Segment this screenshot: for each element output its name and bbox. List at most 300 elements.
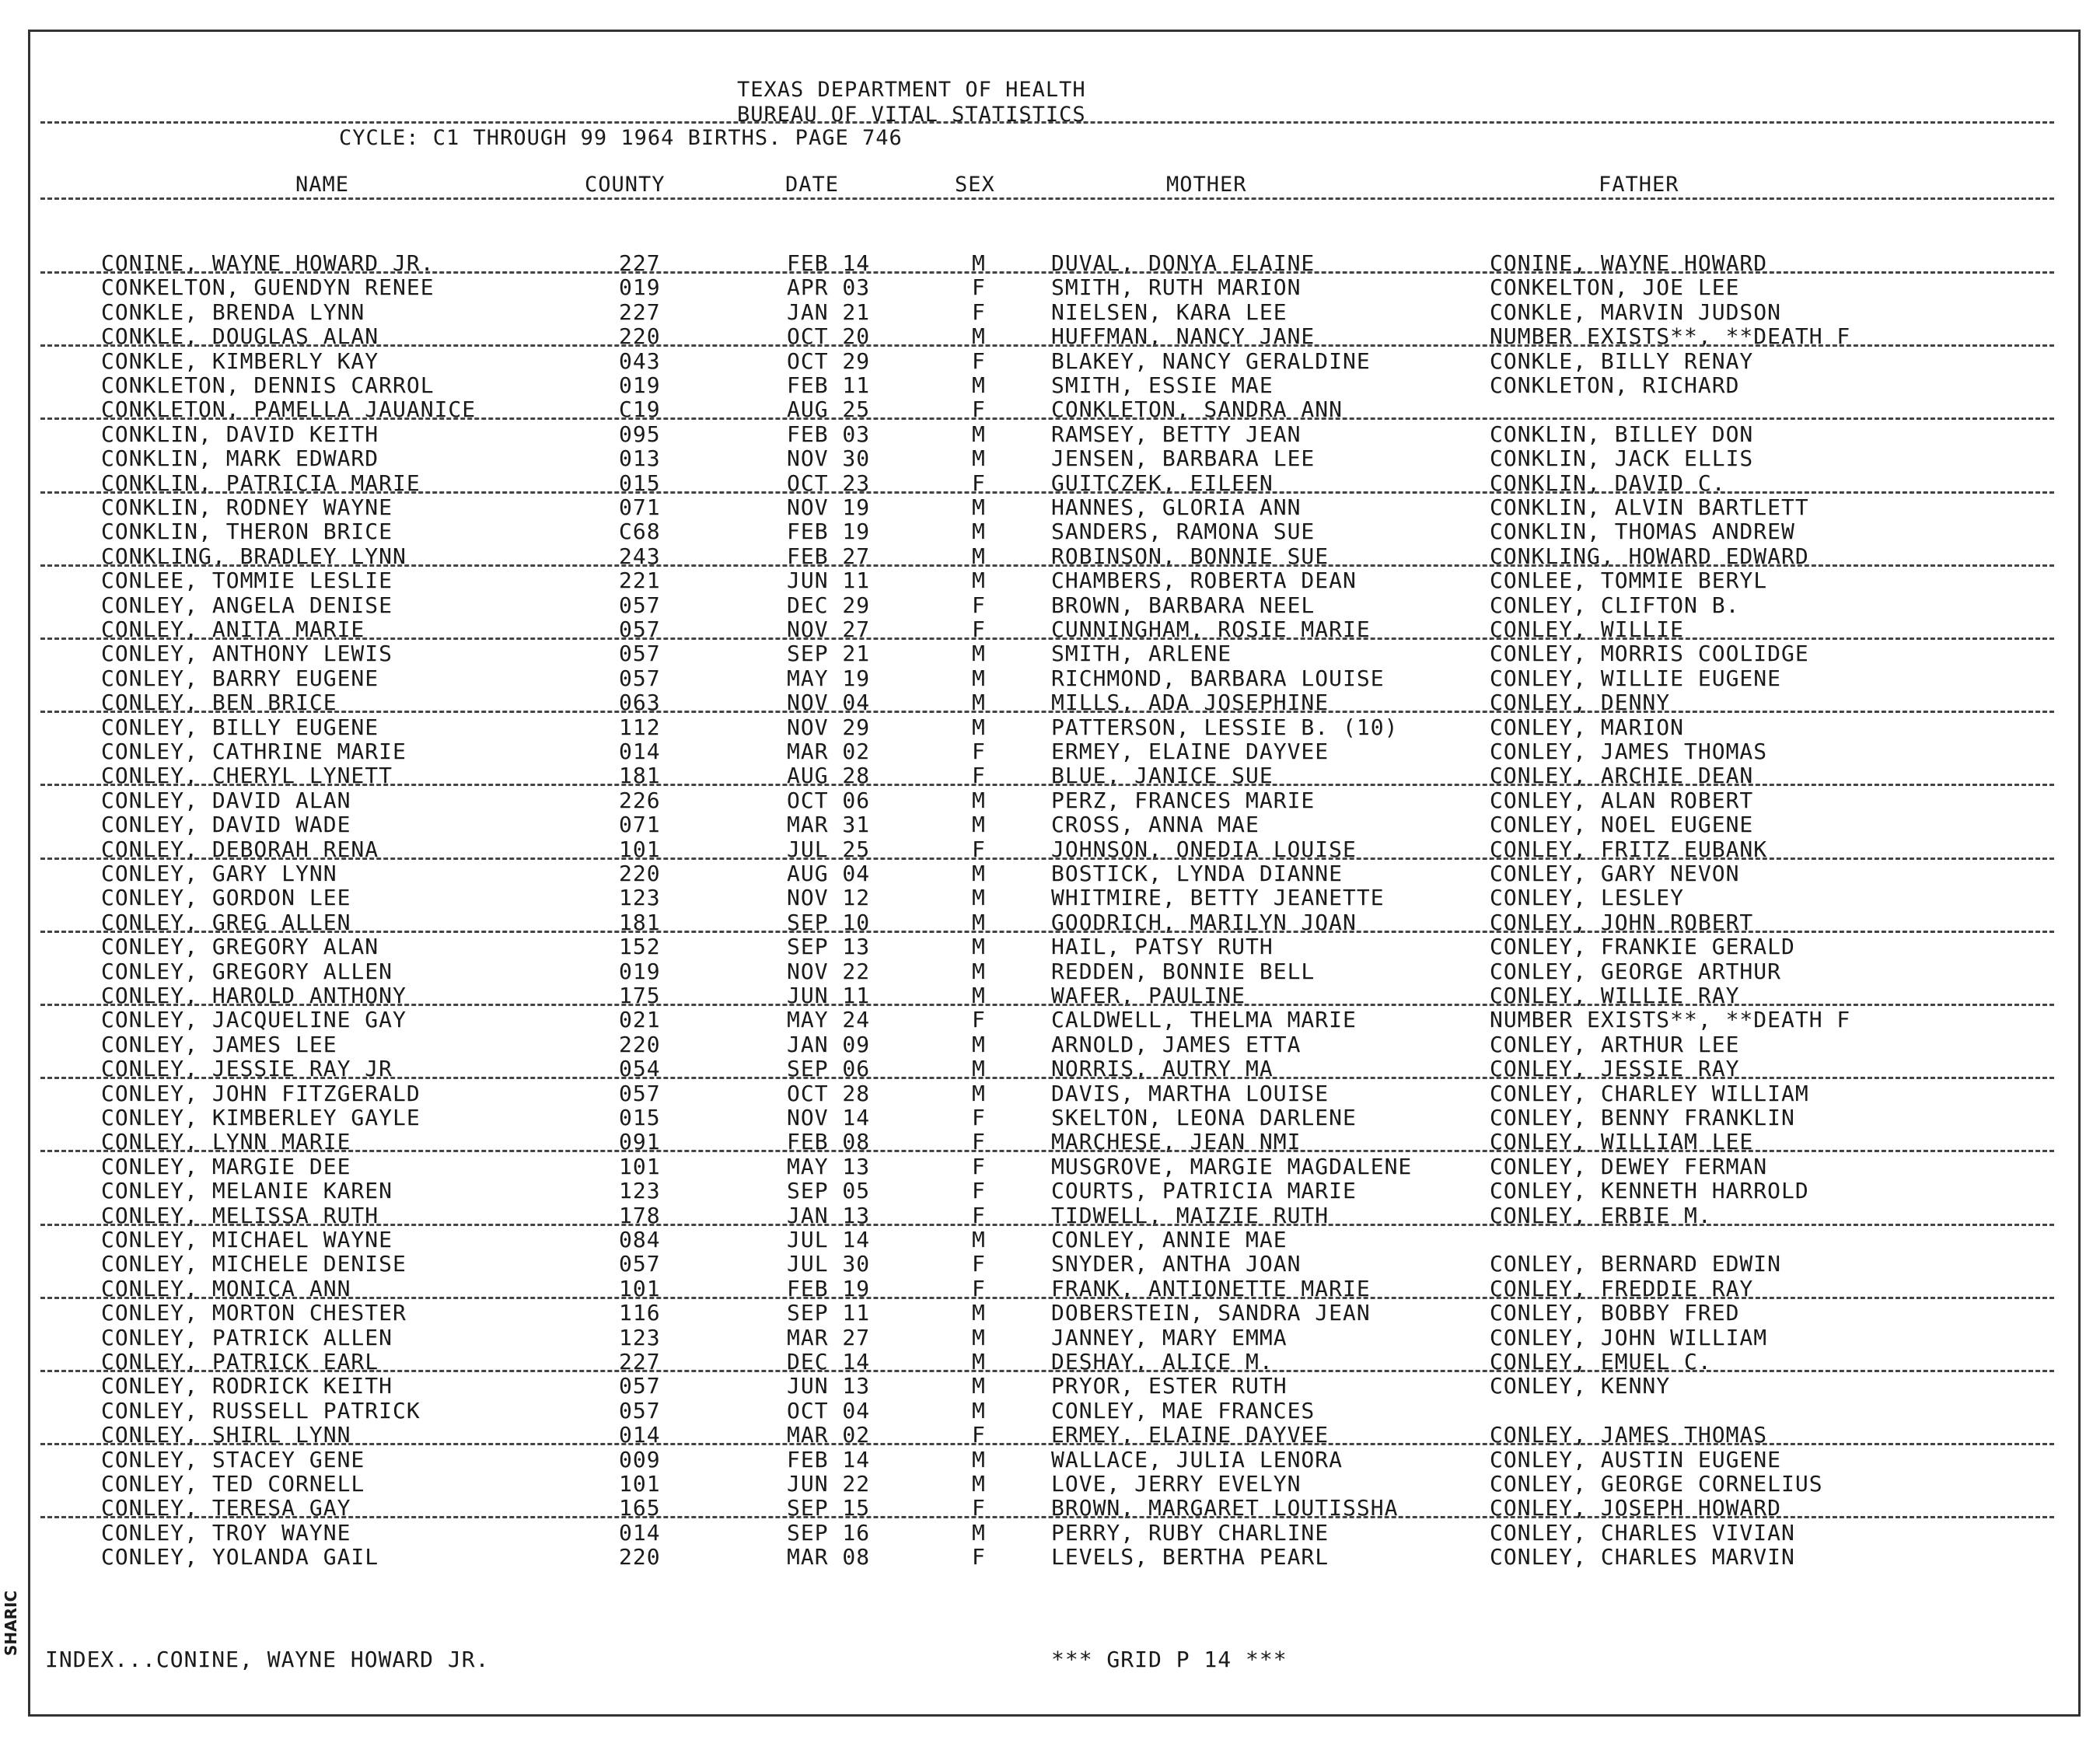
record-name: CONLEY, BARRY EUGENE [101, 665, 379, 691]
record-date: FEB 27 [787, 543, 871, 569]
record-date: JAN 21 [787, 299, 871, 325]
record-name: CONLEY, CATHRINE MARIE [101, 739, 407, 764]
record-mother: HAIL, PATSY RUTH [1051, 934, 1274, 959]
record-row [0, 861, 2100, 885]
record-date: OCT 20 [787, 323, 871, 349]
record-father: CONKLETON, RICHARD [1490, 372, 1740, 398]
record-county: 221 [619, 568, 661, 593]
record-date: FEB 19 [787, 519, 871, 544]
record-county: 071 [619, 812, 661, 837]
record-father: NUMBER EXISTS**, **DEATH F [1490, 323, 1851, 349]
record-name: CONLEY, GREGORY ALLEN [101, 959, 393, 984]
row-separator [40, 344, 2054, 347]
record-mother: MARCHESE, JEAN NMI [1051, 1129, 1302, 1154]
record-county: 015 [619, 1105, 661, 1130]
record-date: MAR 27 [787, 1325, 871, 1350]
record-row [0, 1399, 2100, 1423]
record-row [0, 788, 2100, 812]
row-separator [40, 784, 2054, 786]
record-county: 101 [619, 1471, 661, 1497]
record-date: JUN 11 [787, 568, 871, 593]
record-sex: M [972, 812, 986, 837]
record-county: 009 [619, 1447, 661, 1472]
record-mother: DAVIS, MARTHA LOUISE [1051, 1081, 1330, 1106]
record-name: CONKLING, BRADLEY LYNN [101, 543, 407, 569]
row-separator [40, 1077, 2054, 1079]
record-name: CONLEY, HAROLD ANTHONY [101, 983, 407, 1008]
record-father: CONLEY, MORRIS COOLIDGE [1490, 641, 1809, 666]
record-date: JUN 22 [787, 1471, 871, 1497]
record-row [0, 959, 2100, 983]
record-date: FEB 14 [787, 250, 871, 276]
record-mother: PRYOR, ESTER RUTH [1051, 1373, 1288, 1399]
record-county: 227 [619, 250, 661, 276]
record-name: CONKLE, BRENDA LYNN [101, 299, 365, 325]
record-county: C68 [619, 519, 661, 544]
record-row [0, 1228, 2100, 1252]
record-county: 091 [619, 1129, 661, 1154]
column-header-father: FATHER [1599, 173, 1679, 197]
record-mother: PATTERSON, LESSIE B. (10) [1051, 714, 1399, 740]
record-name: CONLEY, PATRICK EARL [101, 1349, 379, 1375]
record-county: 178 [619, 1203, 661, 1228]
record-sex: F [972, 274, 986, 300]
record-name: CONLEY, CHERYL LYNETT [101, 763, 393, 788]
column-header-county: COUNTY [585, 173, 666, 197]
row-separator [40, 491, 2054, 494]
record-father: CONLEY, GEORGE ARTHUR [1490, 959, 1782, 984]
record-row [0, 641, 2100, 665]
record-mother: ERMEY, ELAINE DAYVEE [1051, 1422, 1330, 1448]
record-county: 152 [619, 934, 661, 959]
record-county: 063 [619, 690, 661, 715]
row-separator [40, 858, 2054, 860]
record-row [0, 1472, 2100, 1496]
record-name: CONLEY, SHIRL LYNN [101, 1422, 351, 1448]
record-name: CONLEY, KIMBERLEY GAYLE [101, 1105, 421, 1130]
record-sex: M [972, 959, 986, 984]
record-date: SEP 11 [787, 1300, 871, 1326]
record-sex: F [972, 1154, 986, 1179]
record-sex: M [972, 714, 986, 740]
record-father: CONLEY, ERBIE M. [1490, 1203, 1712, 1228]
record-date: MAY 19 [787, 665, 871, 691]
record-row [0, 1154, 2100, 1179]
record-sex: M [972, 1032, 986, 1057]
record-mother: BROWN, BARBARA NEEL [1051, 592, 1316, 618]
record-sex: M [972, 543, 986, 569]
record-county: 057 [619, 1398, 661, 1423]
record-mother: CHAMBERS, ROBERTA DEAN [1051, 568, 1357, 593]
record-date: JUL 14 [787, 1227, 871, 1252]
record-father: CONLEY, JOHN ROBERT [1490, 910, 1754, 935]
record-date: NOV 14 [787, 1105, 871, 1130]
record-mother: DOBERSTEIN, SANDRA JEAN [1051, 1300, 1371, 1326]
record-name: CONLEY, DAVID WADE [101, 812, 351, 837]
record-row [0, 666, 2100, 690]
record-name: CONKLIN, RODNEY WAYNE [101, 494, 393, 520]
record-sex: M [972, 250, 986, 276]
record-sex: M [972, 323, 986, 349]
record-mother: TIDWELL, MAIZIE RUTH [1051, 1203, 1330, 1228]
record-county: 220 [619, 1032, 661, 1057]
record-mother: BLAKEY, NANCY GERALDINE [1051, 348, 1371, 374]
record-mother: DUVAL, DONYA ELAINE [1051, 250, 1316, 276]
record-father: CONLEY, JESSIE RAY [1490, 1056, 1740, 1081]
row-separator [40, 637, 2054, 640]
record-date: JUL 30 [787, 1251, 871, 1277]
record-date: OCT 04 [787, 1398, 871, 1423]
record-sex: F [972, 1007, 986, 1032]
column-header-date: DATE [785, 173, 840, 197]
record-county: 084 [619, 1227, 661, 1252]
record-sex: F [972, 396, 986, 422]
record-sex: M [972, 1398, 986, 1423]
record-name: CONLEY, TERESA GAY [101, 1495, 351, 1521]
record-name: CONLEY, MELANIE KAREN [101, 1178, 393, 1203]
record-mother: LEVELS, BERTHA PEARL [1051, 1544, 1330, 1570]
record-row [0, 812, 2100, 837]
record-sex: M [972, 519, 986, 544]
record-name: CONKLE, DOUGLAS ALAN [101, 323, 379, 349]
record-father: CONLEY, JAMES THOMAS [1490, 1422, 1768, 1448]
record-date: FEB 14 [787, 1447, 871, 1472]
record-sex: M [972, 1325, 986, 1350]
index-label: INDEX...CONINE, WAYNE HOWARD JR. [45, 1647, 490, 1672]
column-header-sex: SEX [955, 173, 995, 197]
record-father: CONKLING, HOWARD EDWARD [1490, 543, 1809, 569]
record-county: 043 [619, 348, 661, 374]
record-mother: BLUE, JANICE SUE [1051, 763, 1274, 788]
record-name: CONLEY, GREG ALLEN [101, 910, 351, 935]
record-row [0, 1106, 2100, 1130]
record-county: 014 [619, 739, 661, 764]
record-name: CONLEY, GARY LYNN [101, 861, 337, 886]
record-name: CONLEY, JOHN FITZGERALD [101, 1081, 421, 1106]
record-sex: F [972, 1495, 986, 1521]
record-sex: M [972, 861, 986, 886]
record-name: CONLEY, MORTON CHESTER [101, 1300, 407, 1326]
record-sex: M [972, 1081, 986, 1106]
record-father: CONLEY, KENNY [1490, 1373, 1671, 1399]
record-name: CONLEY, MELISSA RUTH [101, 1203, 379, 1228]
record-mother: JANNEY, MARY EMMA [1051, 1325, 1288, 1350]
record-sex: M [972, 910, 986, 935]
record-father: CONLEY, DEWEY FERMAN [1490, 1154, 1768, 1179]
record-county: 181 [619, 763, 661, 788]
record-row [0, 446, 2100, 470]
row-separator [40, 931, 2054, 933]
record-name: CONKLIN, THERON BRICE [101, 519, 393, 544]
record-father: CONLEY, JAMES THOMAS [1490, 739, 1768, 764]
record-sex: F [972, 617, 986, 642]
record-date: MAY 24 [787, 1007, 871, 1032]
record-row [0, 275, 2100, 299]
record-mother: GUITCZEK, EILEEN [1051, 470, 1274, 496]
record-date: JUN 11 [787, 983, 871, 1008]
record-mother: MILLS, ADA JOSEPHINE [1051, 690, 1330, 715]
record-sex: F [972, 1105, 986, 1130]
record-county: 101 [619, 1154, 661, 1179]
record-date: APR 03 [787, 274, 871, 300]
record-date: DEC 14 [787, 1349, 871, 1375]
record-sex: M [972, 1227, 986, 1252]
record-row [0, 739, 2100, 763]
record-mother: PERZ, FRANCES MARIE [1051, 788, 1316, 813]
record-county: 165 [619, 1495, 661, 1521]
record-father: CONLEY, JOHN WILLIAM [1490, 1325, 1768, 1350]
record-name: CONLEY, GREGORY ALAN [101, 934, 379, 959]
record-mother: WAFER, PAULINE [1051, 983, 1246, 1008]
record-row [0, 1448, 2100, 1472]
record-sex: M [972, 445, 986, 471]
record-name: CONLEY, PATRICK ALLEN [101, 1325, 393, 1350]
record-father: CONLEY, CLIFTON B. [1490, 592, 1740, 618]
record-father: CONLEY, MARION [1490, 714, 1685, 740]
record-mother: SMITH, RUTH MARION [1051, 274, 1302, 300]
record-date: FEB 11 [787, 372, 871, 398]
record-mother: CONLEY, MAE FRANCES [1051, 1398, 1316, 1423]
row-separator [40, 711, 2054, 713]
record-date: AUG 28 [787, 763, 871, 788]
record-county: 013 [619, 445, 661, 471]
record-sex: F [972, 739, 986, 764]
record-name: CONLEY, ANGELA DENISE [101, 592, 393, 618]
column-header-mother: MOTHER [1166, 173, 1247, 197]
record-row [0, 1521, 2100, 1545]
record-date: OCT 06 [787, 788, 871, 813]
record-mother: BOSTICK, LYNDA DIANNE [1051, 861, 1344, 886]
record-sex: M [972, 641, 986, 666]
record-row [0, 934, 2100, 959]
record-sex: F [972, 299, 986, 325]
row-separator [40, 1150, 2054, 1152]
record-father: CONLEY, ARTHUR LEE [1490, 1032, 1740, 1057]
record-father: CONLEY, EMUEL C. [1490, 1349, 1712, 1375]
record-sex: F [972, 1422, 986, 1448]
record-name: CONLEY, TROY WAYNE [101, 1520, 351, 1546]
record-father: CONLEY, FREDDIE RAY [1490, 1276, 1754, 1301]
record-county: 123 [619, 1178, 661, 1203]
record-row [0, 1374, 2100, 1398]
record-county: 015 [619, 470, 661, 496]
record-sex: M [972, 1056, 986, 1081]
record-father: CONLEY, ARCHIE DEAN [1490, 763, 1754, 788]
record-sex: F [972, 592, 986, 618]
record-county: 057 [619, 641, 661, 666]
record-county: 071 [619, 494, 661, 520]
record-father: CONKLIN, THOMAS ANDREW [1490, 519, 1795, 544]
record-name: CONLEY, JESSIE RAY JR [101, 1056, 393, 1081]
record-mother: GOODRICH, MARILYN JOAN [1051, 910, 1357, 935]
record-date: OCT 28 [787, 1081, 871, 1106]
record-mother: SKELTON, LEONA DARLENE [1051, 1105, 1357, 1130]
record-county: 181 [619, 910, 661, 935]
record-date: JUL 25 [787, 837, 871, 862]
row-separator [40, 1004, 2054, 1006]
record-name: CONLEY, ANITA MARIE [101, 617, 365, 642]
record-father: CONLEE, TOMMIE BERYL [1490, 568, 1768, 593]
record-date: NOV 29 [787, 714, 871, 740]
column-header-rule [40, 197, 2054, 200]
record-name: CONKLIN, PATRICIA MARIE [101, 470, 421, 496]
record-mother: RAMSEY, BETTY JEAN [1051, 421, 1302, 447]
record-father: CONLEY, LESLEY [1490, 885, 1685, 910]
record-sex: M [972, 1447, 986, 1472]
record-county: 243 [619, 543, 661, 569]
record-mother: SMITH, ESSIE MAE [1051, 372, 1274, 398]
record-name: CONLEY, BILLY EUGENE [101, 714, 379, 740]
record-mother: FRANK, ANTIONETTE MARIE [1051, 1276, 1371, 1301]
record-sex: F [972, 1129, 986, 1154]
record-date: SEP 13 [787, 934, 871, 959]
record-father: CONKLIN, DAVID C. [1490, 470, 1726, 496]
record-date: MAR 31 [787, 812, 871, 837]
record-name: CONLEY, MICHELE DENISE [101, 1251, 407, 1277]
record-father: CONLEY, BERNARD EDWIN [1490, 1251, 1782, 1277]
record-row [0, 1081, 2100, 1106]
record-name: CONLEY, JAMES LEE [101, 1032, 337, 1057]
record-sex: M [972, 568, 986, 593]
grid-label: *** GRID P 14 *** [1051, 1647, 1288, 1672]
record-row [0, 1179, 2100, 1203]
record-county: 112 [619, 714, 661, 740]
record-county: 054 [619, 1056, 661, 1081]
record-mother: PERRY, RUBY CHARLINE [1051, 1520, 1330, 1546]
row-separator [40, 1224, 2054, 1226]
record-county: 101 [619, 837, 661, 862]
record-mother: COURTS, PATRICIA MARIE [1051, 1178, 1357, 1203]
record-father: CONKLIN, JACK ELLIS [1490, 445, 1754, 471]
record-sex: M [972, 372, 986, 398]
record-sex: M [972, 1349, 986, 1375]
row-separator [40, 417, 2054, 420]
record-mother: CUNNINGHAM, ROSIE MARIE [1051, 617, 1371, 642]
row-separator [40, 1370, 2054, 1372]
record-mother: JENSEN, BARBARA LEE [1051, 445, 1316, 471]
record-name: CONKLETON, PAMELLA JAUANICE [101, 396, 477, 422]
record-mother: ERMEY, ELAINE DAYVEE [1051, 739, 1330, 764]
record-father: CONLEY, BENNY FRANKLIN [1490, 1105, 1795, 1130]
record-sex: F [972, 348, 986, 374]
record-date: NOV 27 [787, 617, 871, 642]
record-date: MAR 08 [787, 1544, 871, 1570]
side-label: SHARIC [2, 1590, 20, 1656]
record-name: CONLEY, RUSSELL PATRICK [101, 1398, 421, 1423]
record-mother: JOHNSON, ONEDIA LOUISE [1051, 837, 1357, 862]
record-father: CONKLE, MARVIN JUDSON [1490, 299, 1782, 325]
record-county: 057 [619, 1373, 661, 1399]
record-county: 123 [619, 1325, 661, 1350]
department-title: TEXAS DEPARTMENT OF HEALTH [737, 78, 1086, 102]
record-father: CONLEY, WILLIAM LEE [1490, 1129, 1754, 1154]
record-county: 116 [619, 1300, 661, 1326]
record-father: CONLEY, FRANKIE GERALD [1490, 934, 1795, 959]
record-mother: CROSS, ANNA MAE [1051, 812, 1260, 837]
record-date: AUG 04 [787, 861, 871, 886]
record-father: CONLEY, CHARLES MARVIN [1490, 1544, 1795, 1570]
record-row [0, 1545, 2100, 1569]
record-mother: SNYDER, ANTHA JOAN [1051, 1251, 1302, 1277]
record-date: SEP 16 [787, 1520, 871, 1546]
record-sex: M [972, 885, 986, 910]
record-county: 057 [619, 617, 661, 642]
record-father: CONLEY, NOEL EUGENE [1490, 812, 1754, 837]
record-name: CONLEY, LYNN MARIE [101, 1129, 351, 1154]
record-sex: M [972, 934, 986, 959]
record-sex: M [972, 1300, 986, 1326]
record-father: CONLEY, ALAN ROBERT [1490, 788, 1754, 813]
record-name: CONLEY, MICHAEL WAYNE [101, 1227, 393, 1252]
record-father: CONLEY, CHARLES VIVIAN [1490, 1520, 1795, 1546]
record-row [0, 300, 2100, 324]
record-date: JAN 09 [787, 1032, 871, 1057]
record-name: CONLEY, STACEY GENE [101, 1447, 365, 1472]
record-row [0, 373, 2100, 397]
record-date: MAR 02 [787, 739, 871, 764]
record-date: NOV 22 [787, 959, 871, 984]
record-mother: NIELSEN, KARA LEE [1051, 299, 1288, 325]
record-sex: F [972, 1178, 986, 1203]
record-date: FEB 08 [787, 1129, 871, 1154]
record-name: CONINE, WAYNE HOWARD JR. [101, 250, 435, 276]
record-county: 220 [619, 1544, 661, 1570]
record-father: CONLEY, AUSTIN EUGENE [1490, 1447, 1782, 1472]
row-separator [40, 271, 2054, 274]
record-father: CONKELTON, JOE LEE [1490, 274, 1740, 300]
record-row [0, 1008, 2100, 1032]
record-name: CONLEE, TOMMIE LESLIE [101, 568, 393, 593]
record-name: CONLEY, DEBORAH RENA [101, 837, 379, 862]
record-date: NOV 19 [787, 494, 871, 520]
record-father: CONLEY, WILLIE RAY [1490, 983, 1740, 1008]
record-father: CONLEY, WILLIE EUGENE [1490, 665, 1782, 691]
record-name: CONLEY, BEN BRICE [101, 690, 337, 715]
record-mother: SMITH, ARLENE [1051, 641, 1232, 666]
record-row [0, 1326, 2100, 1350]
record-county: 227 [619, 1349, 661, 1375]
record-mother: HANNES, GLORIA ANN [1051, 494, 1302, 520]
record-date: SEP 21 [787, 641, 871, 666]
record-mother: RICHMOND, BARBARA LOUISE [1051, 665, 1385, 691]
record-county: 101 [619, 1276, 661, 1301]
header-rule [40, 121, 2054, 124]
record-mother: HUFFMAN, NANCY JANE [1051, 323, 1316, 349]
record-name: CONLEY, MONICA ANN [101, 1276, 351, 1301]
record-date: SEP 05 [787, 1178, 871, 1203]
record-county: 220 [619, 323, 661, 349]
record-father: CONLEY, DENNY [1490, 690, 1671, 715]
record-name: CONKLIN, DAVID KEITH [101, 421, 379, 447]
record-sex: M [972, 1471, 986, 1497]
record-date: OCT 29 [787, 348, 871, 374]
record-sex: F [972, 1544, 986, 1570]
record-father: CONLEY, WILLIE [1490, 617, 1685, 642]
record-county: 057 [619, 665, 661, 691]
record-date: OCT 23 [787, 470, 871, 496]
record-mother: WHITMIRE, BETTY JEANETTE [1051, 885, 1385, 910]
record-father: CONKLIN, BILLEY DON [1490, 421, 1754, 447]
record-mother: LOVE, JERRY EVELYN [1051, 1471, 1302, 1497]
record-date: SEP 06 [787, 1056, 871, 1081]
record-county: 057 [619, 592, 661, 618]
record-name: CONLEY, MARGIE DEE [101, 1154, 351, 1179]
record-sex: M [972, 421, 986, 447]
record-date: NOV 30 [787, 445, 871, 471]
record-father: CONKLIN, ALVIN BARTLETT [1490, 494, 1809, 520]
record-county: 220 [619, 861, 661, 886]
record-date: JAN 13 [787, 1203, 871, 1228]
